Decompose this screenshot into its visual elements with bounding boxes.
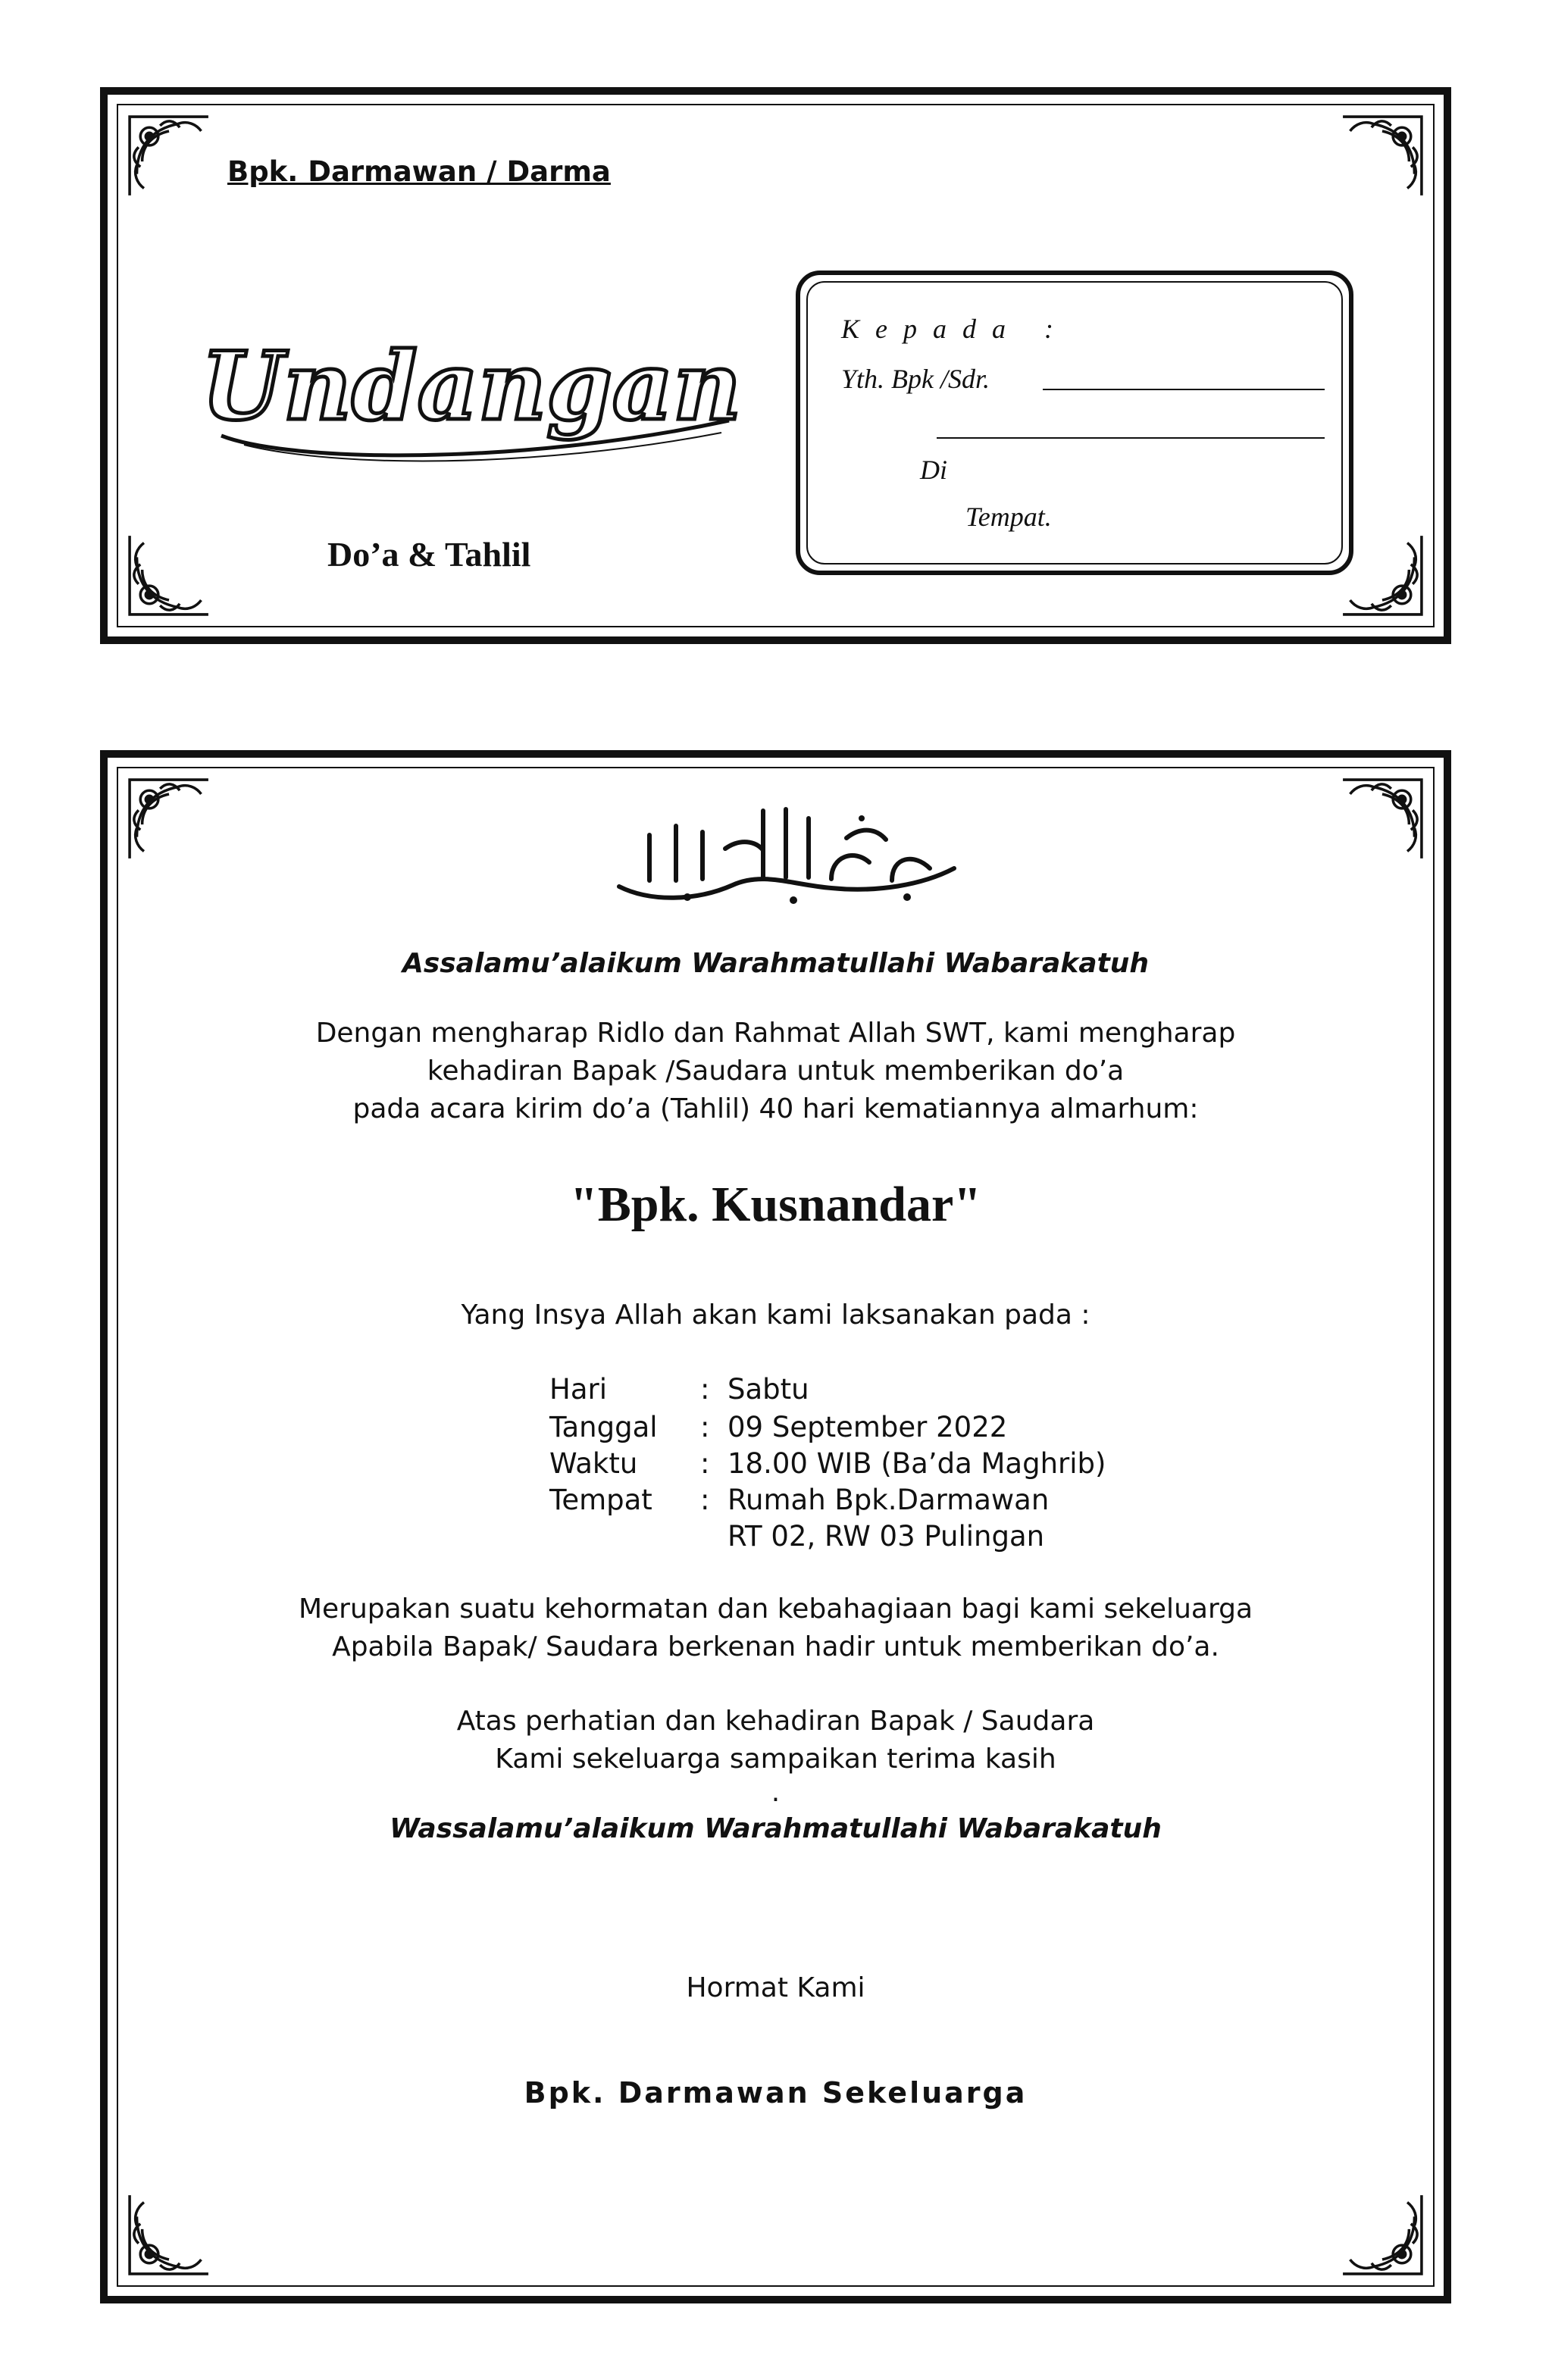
address-kepada: K e p a d a : (841, 314, 1058, 344)
detail-colon: : (700, 1484, 710, 1516)
event-subtitle: Do’a & Tahlil (327, 535, 531, 574)
deceased-name: "Bpk. Kusnandar" (570, 1177, 981, 1232)
address-di: Di (920, 455, 947, 485)
intro-line: pada acara kirim do’a (Tahlil) 40 hari kematiannya almarhum: (352, 1093, 1199, 1124)
detail-colon: : (700, 1373, 710, 1406)
corner-ornament-icon (124, 111, 214, 201)
undangan-script-title (199, 322, 744, 474)
signature: Bpk. Darmawan Sekeluarga (524, 2076, 1028, 2109)
corner-ornament-icon (1338, 774, 1427, 864)
corner-ornament-icon (1338, 2190, 1427, 2279)
corner-ornament-icon (124, 2190, 214, 2279)
detail-value: RT 02, RW 03 Pulingan (728, 1520, 1045, 1553)
address-tempat: Tempat. (965, 502, 1052, 532)
detail-value: Rumah Bpk.Darmawan (728, 1484, 1050, 1516)
script-title-text: Undangan (201, 332, 742, 442)
detail-label: Tempat (549, 1484, 652, 1516)
thanks-dot: . (771, 1777, 781, 1808)
address-blank-line (1043, 389, 1325, 390)
honor-line: Merupakan suatu kehormatan dan kebahagiaan bagi kami sekeluarga (298, 1593, 1253, 1625)
corner-ornament-icon (124, 774, 214, 864)
detail-colon: : (700, 1447, 710, 1480)
intro-line: Dengan mengharap Ridlo dan Rahmat Allah SWT, kami mengharap (315, 1018, 1236, 1049)
detail-label: Hari (549, 1373, 607, 1406)
corner-ornament-icon (1338, 111, 1427, 201)
detail-value: 09 September 2022 (728, 1411, 1008, 1443)
thanks-line: Atas perhatian dan kehadiran Bapak / Saudara (456, 1706, 1095, 1737)
address-box (796, 271, 1353, 575)
detail-value: 18.00 WIB (Ba’da Maghrib) (728, 1447, 1106, 1480)
basmalah-calligraphy-icon (604, 796, 968, 909)
honor-line: Apabila Bapak/ Saudara berkenan hadir untuk memberikan do’a. (332, 1631, 1219, 1662)
detail-label: Waktu (549, 1447, 638, 1480)
greeting: Assalamu’alaikum Warahmatullahi Wabarakatuh (402, 948, 1150, 979)
cover-card (100, 87, 1451, 644)
intro-line: kehadiran Bapak /Saudara untuk memberikan do’a (427, 1056, 1125, 1087)
closing: Wassalamu’alaikum Warahmatullahi Wabarakatuh (390, 1813, 1162, 1844)
corner-ornament-icon (124, 530, 214, 620)
detail-value: Sabtu (728, 1373, 809, 1406)
detail-colon: : (700, 1411, 710, 1443)
sender-name: Bpk. Darmawan / Darma (227, 155, 611, 188)
regards: Hormat Kami (686, 1972, 865, 2003)
lead-in-line: Yang Insya Allah akan kami laksanakan pada : (461, 1299, 1090, 1331)
detail-label: Tanggal (549, 1411, 658, 1443)
letter-card (100, 750, 1451, 2303)
thanks-line: Kami sekeluarga sampaikan terima kasih (495, 1744, 1056, 1775)
address-yth: Yth. Bpk /Sdr. (841, 364, 990, 394)
address-blank-line (937, 437, 1325, 439)
